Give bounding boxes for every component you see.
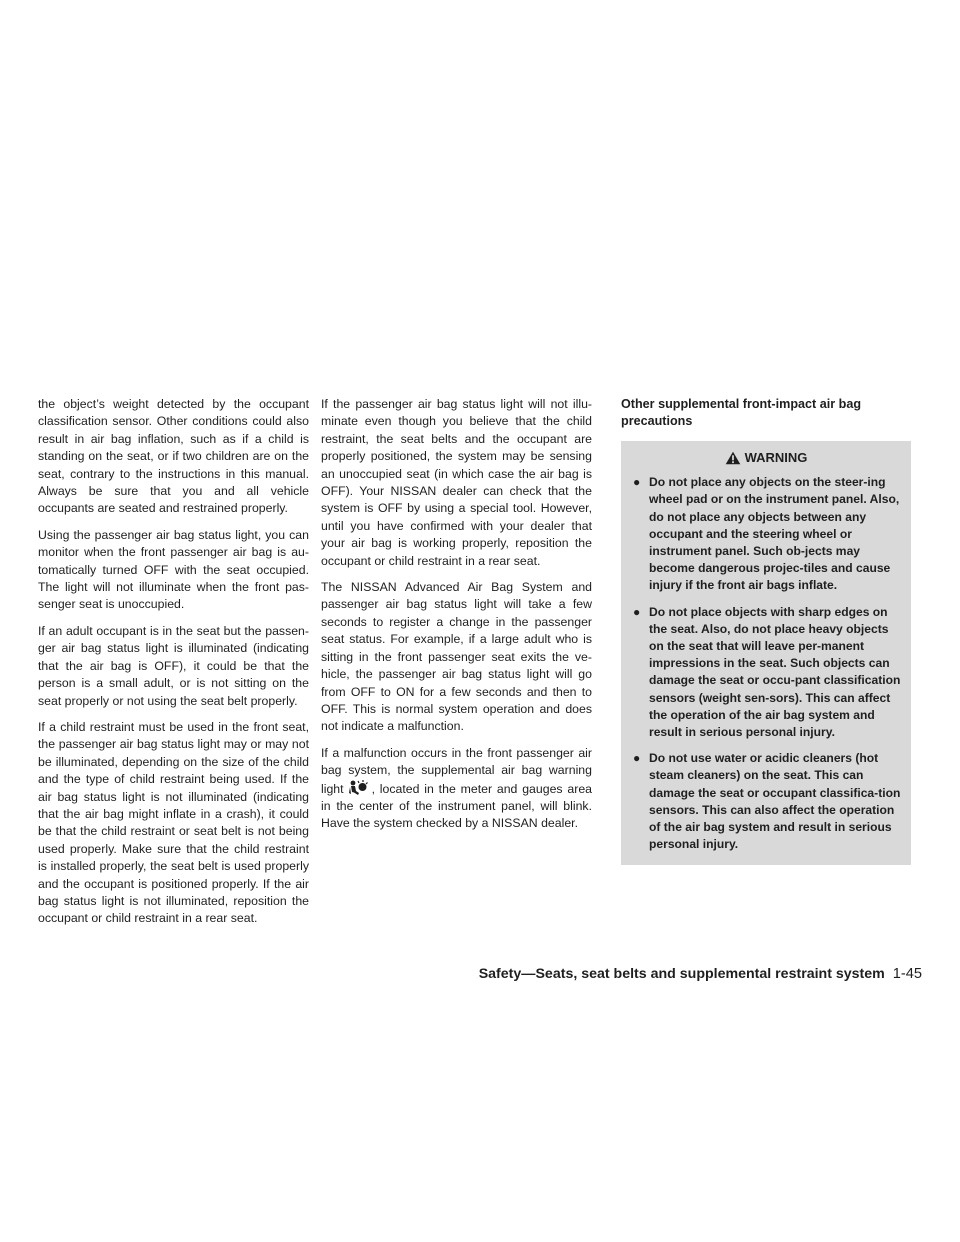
- warning-item-text: Do not use water or acidic cleaners (hot steam cleaners) on the seat. This can damage the seat or occupant classifica-tion sensors. This can also affect the operation of the air bag system and result in serious personal injury.: [649, 751, 901, 852]
- bullet: ●: [633, 475, 641, 490]
- paragraph-text: If a malfunction occurs in the front passenger air bag system, the supplemental air bag warning light: [321, 745, 592, 796]
- body-paragraph: If an adult occupant is in the seat but the passen-ger air bag status light is illuminated (indicating that the air bag is OFF), it could be that the person is a small adult, or is not sitting on the seat properly or not using the seat belt properly.: [38, 623, 309, 708]
- page-footer: [479, 966, 922, 982]
- warning-item: [631, 474, 901, 594]
- bullet: ●: [633, 751, 641, 766]
- body-paragraph-with-icon: [321, 745, 592, 833]
- warning-item: [631, 750, 901, 853]
- body-paragraph: the object’s weight detected by the occupant classification sensor. Other conditions could also result in air bag inflation, such as if a child is standing on the seat, or if two children are on the seat, contrary to the instructions in this manual. Always be sure that you and all vehicle occupants are seated and restrained properly.: [38, 397, 309, 516]
- body-paragraph: The NISSAN Advanced Air Bag System and passenger air bag status light will take a few seconds to register a change in the passenger seat status. For example, if a large adult who is sitting in the front passenger seat exits the ve-hicle, the passenger air bag status light will go from OFF to ON for a few seconds and then to OFF. This is normal system operation and does not indicate a malfunction.: [321, 580, 592, 734]
- paragraph-text: , located in the meter and gauges area in the center of the instrument panel, will blink. Have the system checked by a NISSAN dealer.: [321, 781, 592, 831]
- warning-title-text: WARNING: [744, 449, 808, 465]
- warning-list: [631, 474, 901, 853]
- warning-item-text: Do not place any objects on the steer-ing wheel pad or on the instrument panel. Also, do not place any objects between any occupant and the steering wheel or instrument panel. Such ob-jects may become dangerous projec-tiles and cause injury if the front air bags inflate.: [649, 475, 900, 593]
- warning-title: [631, 449, 901, 466]
- warning-item: [631, 604, 901, 742]
- body-paragraph: If a child restraint must be used in the front seat, the passenger air bag status light may or may not be illuminated, depending on the size of the child and the type of child restraint being used. If the air bag status light is not illuminated (indicating that the air bag might inflate in a crash), it could be that the child restraint or seat belt is not being used properly. Make sure that the child restraint is installed properly, the seat belt is used properly and the occupant is positioned properly. If the air bag status light is not illuminated, reposition the occupant or child restraint in a rear seat.: [38, 719, 309, 926]
- right-column: [621, 396, 911, 865]
- airbag-warning-icon: [346, 780, 368, 797]
- subheading: Other supplemental front-impact air bag precautions: [621, 397, 862, 429]
- middle-column: [321, 396, 592, 842]
- page-number: 1-45: [892, 966, 922, 982]
- left-column: [38, 396, 309, 937]
- body-paragraph: Using the passenger air bag status light, you can monitor when the front passenger air bag is au-tomatically turned OFF with the seat occupied. The light will not illuminate when the front pas-senger seat is unoccupied.: [38, 527, 309, 612]
- bullet: ●: [633, 604, 641, 619]
- section-title: Safety—Seats, seat belts and supplemental restraint system: [478, 966, 885, 982]
- warning-item-text: Do not place objects with sharp edges on the seat. Also, do not place heavy objects on the seat that will leave per-manent impressions in the seat. Such objects can damage the seat or occu-pant classification sensors (weight sen-sors). This can affect the operation of the air bag system and result in serious personal injury.: [649, 604, 901, 740]
- warning-box: [621, 441, 911, 866]
- body-paragraph: If the passenger air bag status light will not illu-minate even though you believe that the child restraint, the seat belts and the occupant are properly positioned, the system may be sensing an unoccupied seat (in which case the air bag is OFF). Your NISSAN dealer can check that the system is OFF by using a special tool. However, until you have confirmed with your dealer that your air bag is working properly, reposition the occupant or child restraint in a rear seat.: [321, 397, 592, 568]
- warning-triangle-icon: [725, 451, 741, 465]
